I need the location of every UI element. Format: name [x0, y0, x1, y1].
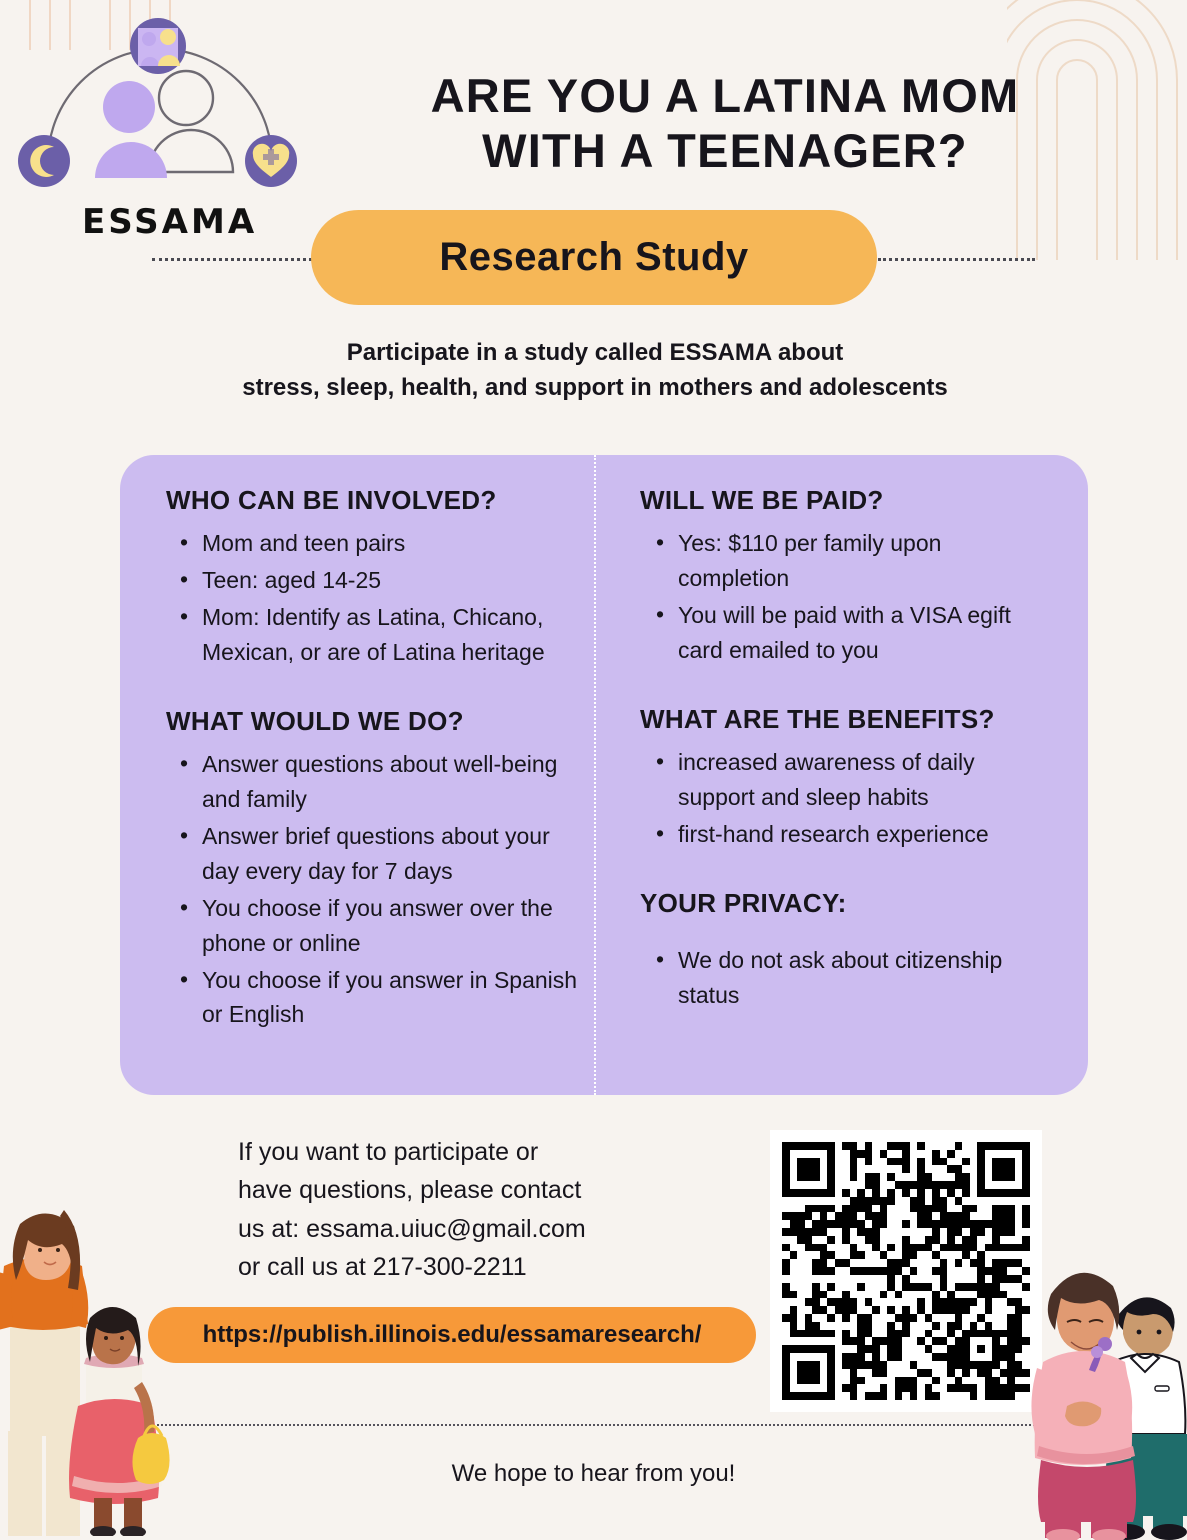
divider-dotted-right [878, 258, 1035, 261]
contact-email-line: us at: essama.uiuc@gmail.com [238, 1214, 586, 1243]
list-item: • Mom and teen pairs [182, 526, 584, 561]
list-item: • You will be paid with a VISA egift card emailed to you [646, 598, 1044, 668]
list-item: • We do not ask about citizenship status [646, 943, 1044, 1013]
section-title-what: WHAT WOULD WE DO? [166, 705, 464, 736]
qr-code-pattern [782, 1142, 1030, 1400]
column-divider [594, 455, 596, 1095]
contact-phone-line: or call us at 217-300-2211 [238, 1252, 527, 1281]
subtitle-line-2: stress, sleep, health, and support in mothers and adolescents [242, 373, 948, 401]
contact-line-1: If you want to participate or [238, 1138, 539, 1166]
illustration-mother-teen-right [1027, 1210, 1187, 1540]
list-item: • You choose if you answer over the phone or online [182, 891, 584, 961]
section-title-who: WHO CAN BE INVOLVED? [166, 485, 497, 515]
privacy-list [646, 943, 1044, 1013]
website-url-button[interactable]: https://publish.illinois.edu/essamaresearch/ [148, 1307, 756, 1363]
section-title-benefits: WHAT ARE THE BENEFITS? [640, 703, 995, 734]
list-item: • first-hand research experience [646, 817, 1044, 852]
heart-health-icon [245, 135, 297, 187]
info-column-right [604, 485, 1054, 1095]
footer-divider [152, 1424, 1035, 1426]
study-badge: Research Study [311, 210, 877, 305]
contact-line-2: have questions, please contact [238, 1176, 582, 1205]
what-list [182, 747, 584, 1033]
info-panel [120, 455, 1088, 1095]
list-item: • Teen: aged 14-25 [182, 563, 584, 598]
logo-wordmark: ESSAMA [82, 202, 258, 242]
subtitle-line-1: Participate in a study called ESSAMA about [346, 339, 844, 366]
moon-icon [18, 135, 70, 187]
study-badge-row [0, 210, 1187, 310]
list-item: • Yes: $110 per family upon completion [646, 526, 1044, 596]
headline-line-1: ARE YOU A LATINA MOM [430, 69, 1020, 122]
list-item: • Mom: Identify as Latina, Chicano, Mexican, or are of Latina heritage [182, 600, 584, 670]
list-item: • Answer questions about well-being and family [182, 747, 584, 817]
list-item: • Answer brief questions about your day every day for 7 days [182, 819, 584, 889]
paid-list [646, 526, 1044, 668]
benefits-list [646, 745, 1044, 852]
who-list [182, 526, 584, 670]
divider-dotted-left [152, 258, 312, 261]
page-title [310, 68, 1140, 179]
section-title-privacy: YOUR PRIVACY: [640, 887, 847, 918]
list-item: • You choose if you answer in Spanish or English [182, 963, 584, 1033]
headline-line-2: WITH A TEENAGER? [482, 124, 968, 178]
info-column-left [154, 485, 604, 1095]
contact-info [238, 1133, 668, 1286]
section-title-paid: WILL WE BE PAID? [640, 485, 884, 515]
illustration-mother-daughter-left [0, 1206, 170, 1536]
list-item: • increased awareness of daily support and sleep habits [646, 745, 1044, 815]
footer-text: We hope to hear from you! [451, 1460, 736, 1487]
parent-child-icon [130, 18, 186, 74]
qr-code[interactable] [770, 1130, 1042, 1412]
study-description [120, 336, 1070, 406]
